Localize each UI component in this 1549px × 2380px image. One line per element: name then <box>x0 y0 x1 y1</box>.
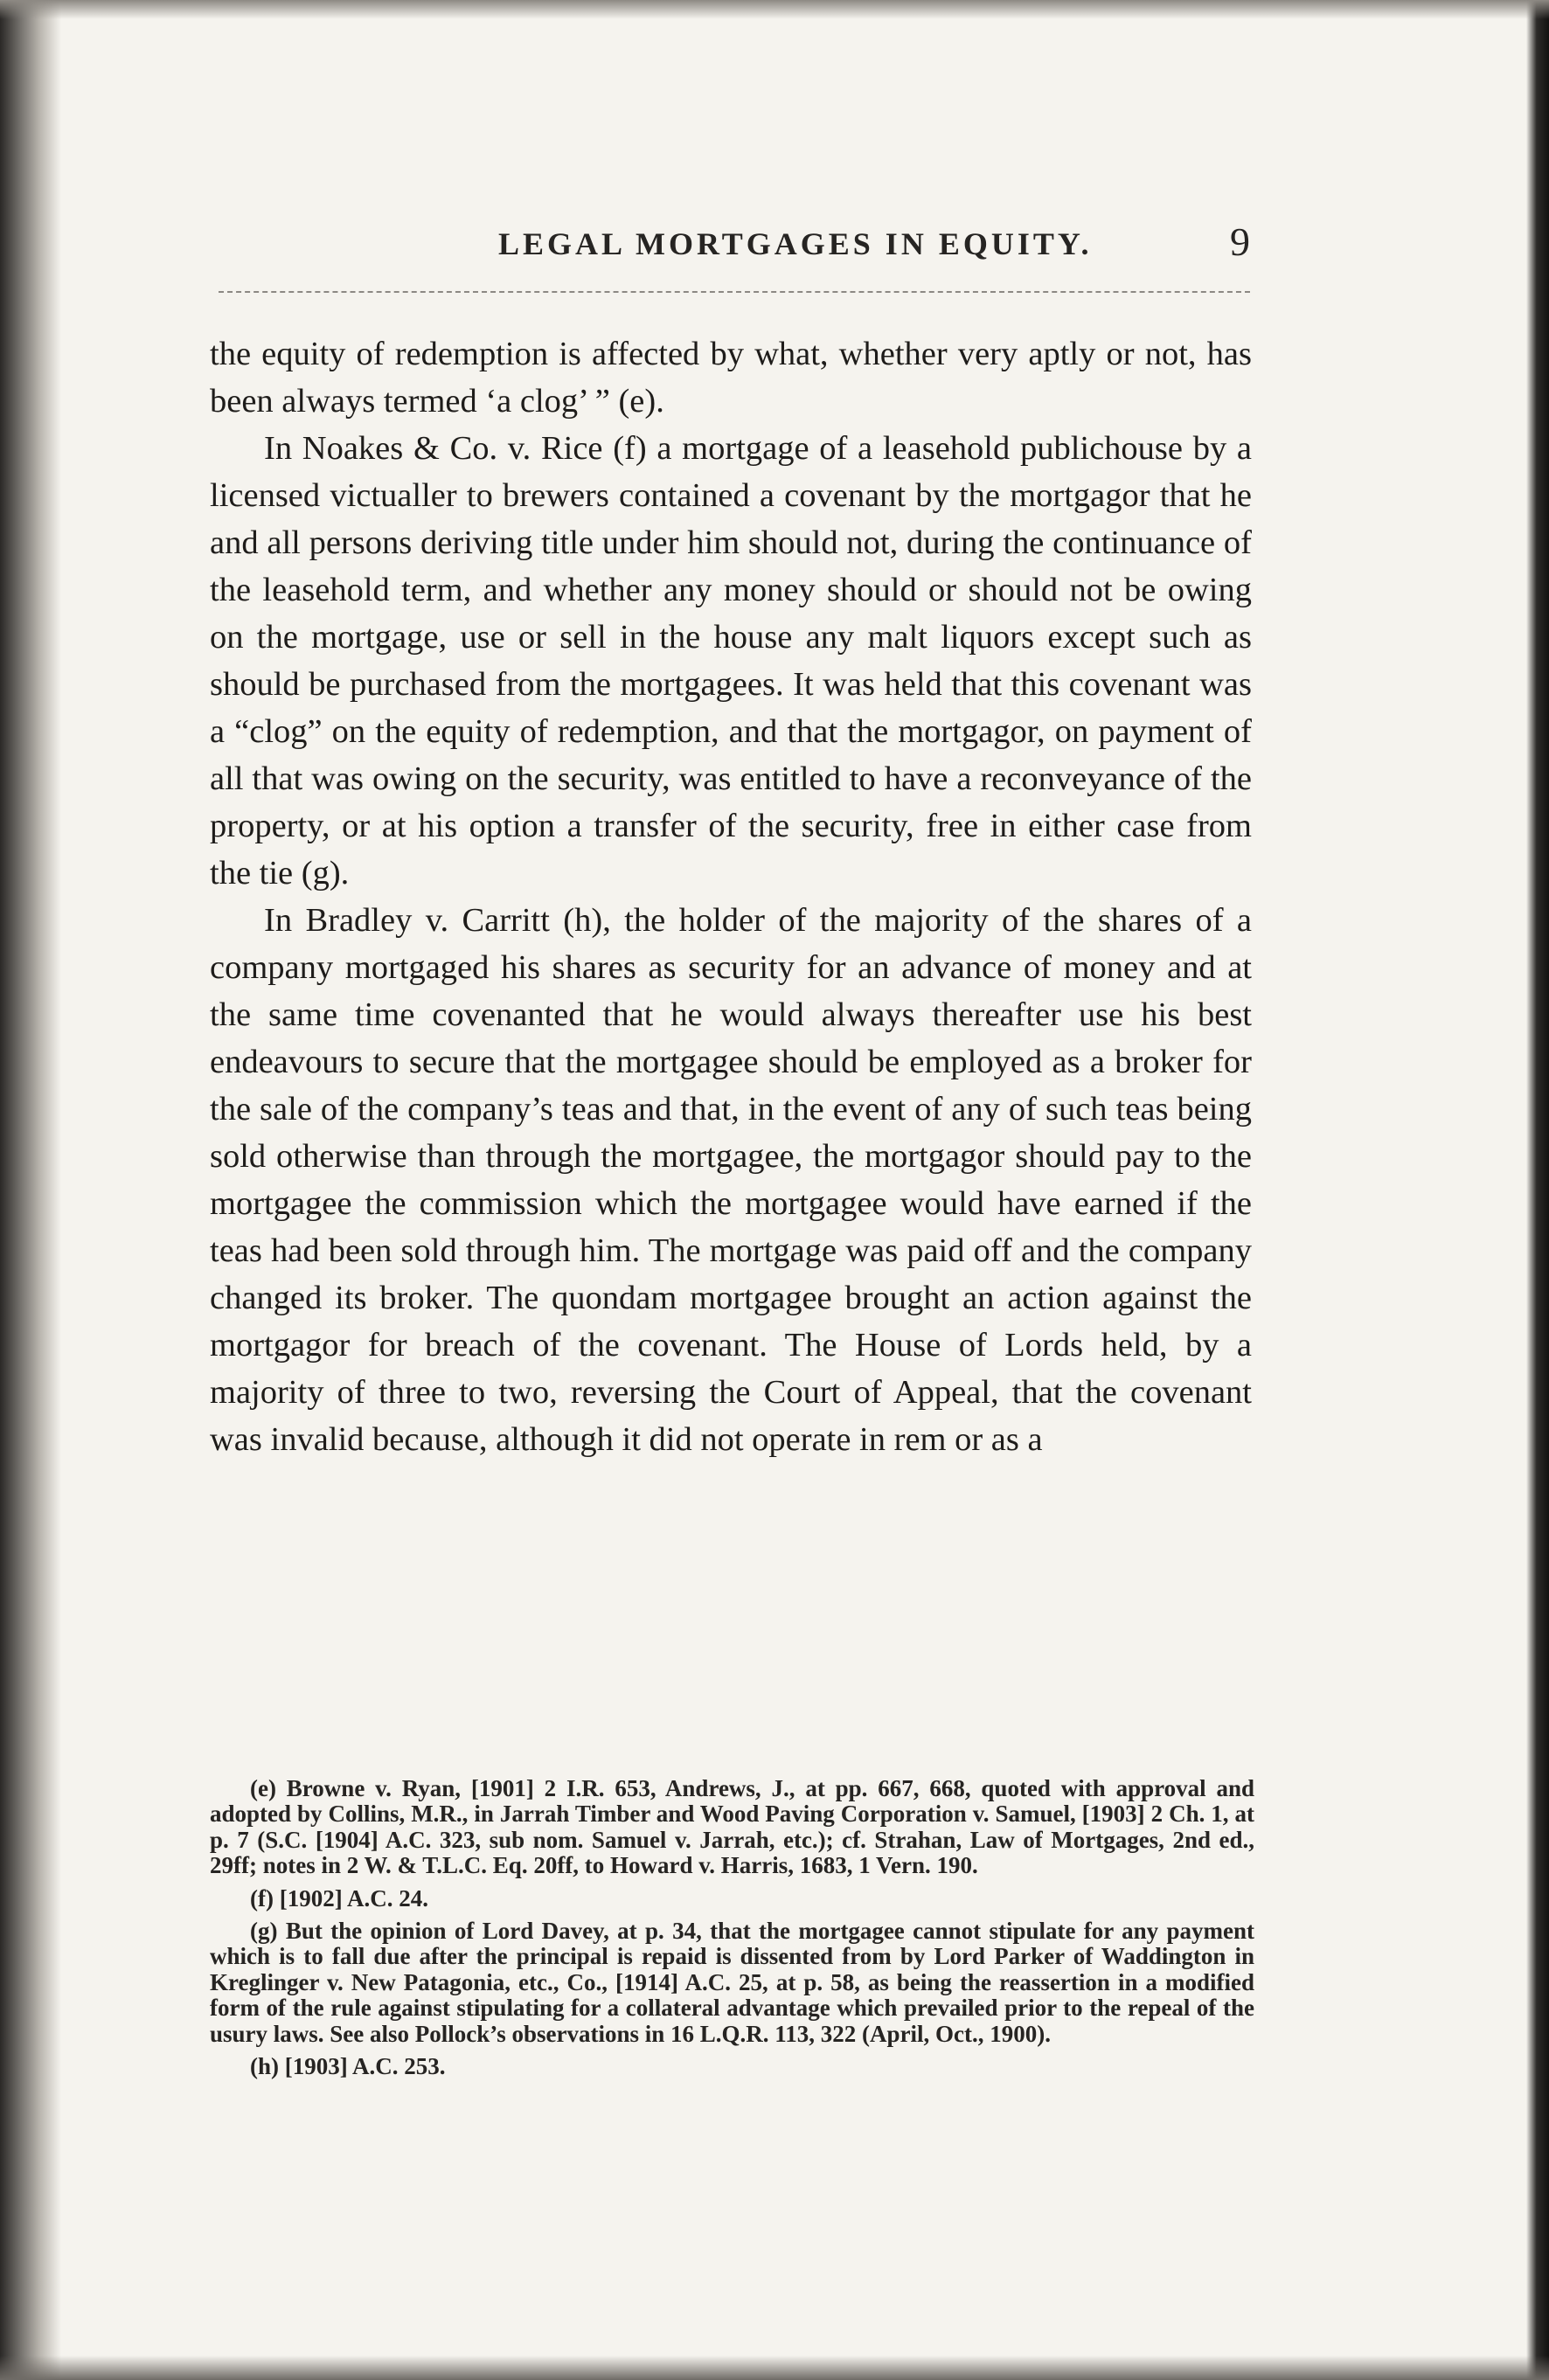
top-edge-shadow <box>0 0 1549 19</box>
footnote-e: (e) Browne v. Ryan, [1901] 2 I.R. 653, Andrews, J., at pp. 667, 668, quoted with approval and adopted by Collins, M.R., in Jarrah Timber and Wood Paving Corporation v. Samuel, [1903] 2 Ch. 1, at p. 7 (S.C. [1904] A.C. 323, sub nom. Samuel v. Jarrah, etc.); cf. Strahan, Law of Mortgages, 2nd ed., 29ff; notes in 2 W. & T.L.C. Eq. 20ff, to Howard v. Harris, 1683, 1 Vern. 190. <box>210 1775 1254 1879</box>
footnote-f: (f) [1902] A.C. 24. <box>250 1884 428 1912</box>
page-header <box>210 219 1250 280</box>
paragraph: the equity of redemption is affected by what, whether very aptly or not, has been always termed ‘a clog’ ” (e). <box>210 336 1252 420</box>
binding-edge-shadow <box>0 0 61 2380</box>
footnotes <box>210 1776 1254 2086</box>
body-text <box>210 330 1252 1463</box>
running-title: LEGAL MORTGAGES IN EQUITY. <box>498 226 1093 261</box>
footnote-h: (h) [1903] A.C. 253. <box>250 2053 446 2080</box>
header-rule <box>219 291 1250 293</box>
paragraph: In Noakes & Co. v. Rice (f) a mortgage of a leasehold publichouse by a licensed victualler to brewers contained a covenant by the mortgagor that he and all persons deriving title under him should not, during the continuance of the leasehold term, and whether any money should or should not be owing on the mortgage, use or sell in the house any malt liquors except such as should be purchased from the mortgagees. It was held that this covenant was a “clog” on the equity of redemption, and that the mortgagor, on payment of all that was owing on the security, was entitled to have a reconveyance of the property, or at his option a transfer of the security, free in either case from the tie (g). <box>210 430 1252 892</box>
footnote-g: (g) But the opinion of Lord Davey, at p. 34, that the mortgagee cannot stipulate for any payment which is to fall due after the principal is repaid is dissented from by Lord Parker of Waddington in Kreglinger v. New Patagonia, etc., Co., [1914] A.C. 25, at p. 58, as being the reassertion in a modified form of the rule against stipulating for a collateral advantage which prevailed prior to the repeal of the usury laws. See also Pollock’s observations in 16 L.Q.R. 113, 322 (April, Oct., 1900). <box>210 1918 1254 2047</box>
right-edge-shadow <box>1526 0 1549 2380</box>
page-number: 9 <box>1230 219 1250 264</box>
paragraph: In Bradley v. Carritt (h), the holder of the majority of the shares of a company mortgaged his shares as security for an advance of money and at the same time covenanted that he would always thereafter use his best endeavours to secure that the mortgagee should be employed as a broker for the sale of the company’s teas and that, in the event of any of such teas being sold otherwise than through the mortgagee, the mortgagor should pay to the mortgagee the commission which the mortgagee would have earned if the teas had been sold through him. The mortgage was paid off and the company changed its broker. The quondam mortgagee brought an action against the mortgagor for breach of the covenant. The House of Lords held, by a majority of three to two, reversing the Court of Appeal, that the covenant was invalid because, although it did not operate in rem or as a <box>210 902 1252 1458</box>
bottom-edge-shadow <box>0 2356 1549 2380</box>
